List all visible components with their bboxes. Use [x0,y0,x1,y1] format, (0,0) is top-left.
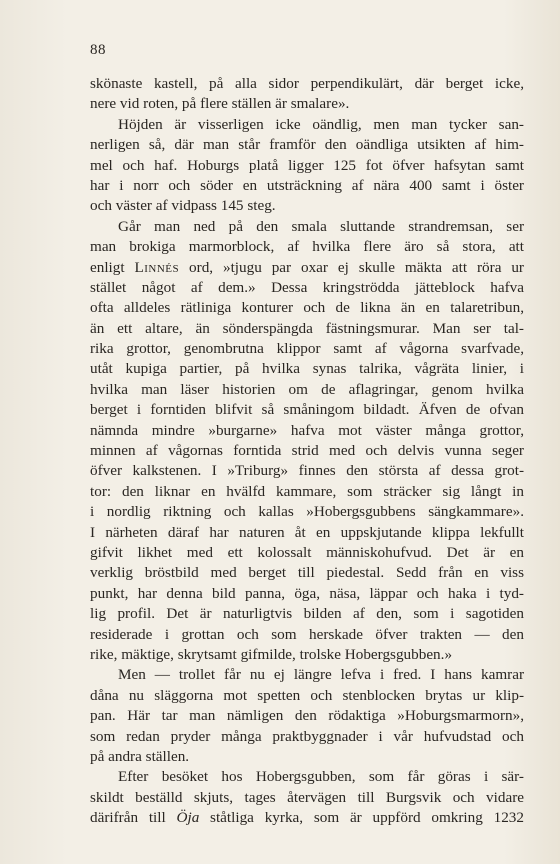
text-line: I närheten däraf har naturen åt en uppskjutande klippa lekfullt [90,523,524,541]
text-line: ofta alldeles rätliniga konturer och de likna än en talaretribun, [90,299,524,317]
text-line: tor: den liknar en hvälfd kammare, som sträcker sig långt in [90,482,524,500]
text-line: man brokiga marmorblock, af hvilka flere äro så stora, att [90,238,524,256]
text-line-segment: ståtliga kyrka, som är uppförd omkring 1232 [199,809,524,827]
text-line: lig profil. Det är naturligtvis bilden af den, som i sagotiden [90,605,524,623]
text-line: Höjden är visserligen icke oändlig, men man tycker san- [118,115,524,133]
text-line-segment: enligt [90,258,135,276]
text-line: i nordlig riktning och kallas »Hobergsgubbens sängkammare». [90,503,524,521]
text-line-segment: därifrån till [90,809,177,827]
text-line: och väster af vidpass 145 steg. [90,197,276,215]
text-line: berget i forntiden blifvit så småningom bildadt. Äfven de ofvan [90,401,524,419]
text-line: mel och haf. Hoburgs platå ligger 125 fot öfver hafsytan samt [90,156,524,174]
text-line: nere vid roten, på flere ställen är smalare». [90,95,350,113]
text-line: verklig bröstbild med berget till piedestal. Sedd från en viss [90,564,524,582]
text-line: Efter besöket hos Hobergsgubben, som får göras i sär- [118,768,524,786]
text-line: rike, mäktige, skrytsamt gifmilde, trolske Hobergsgubben.» [90,645,453,663]
text-line: punkt, har denna bild panna, öga, näsa, läppar och haka i tyd- [90,584,524,602]
text-line: residerade i grottan och som herskade öfver trakten — den [90,625,524,643]
text-line: utåt kupiga partier, på hvilka synas talrika, vågräta linier, i [90,360,524,378]
text-line: stället något af dem.» Dessa kringströdda jätteblock hafva [90,278,524,296]
text-line: nerligen så, där man står framför den oändliga utsikten af him- [90,136,524,154]
text-line [90,808,524,828]
text-line: minnen af vågornas forntida strid med och delvis vunna seger [90,442,524,460]
text-line [90,258,524,278]
text-line-segment: ord, »tjugu par oxar ej skulle mäkta att röra ur [179,258,524,276]
text-line: gifvit likhet med ett kolossalt människohufvud. Det är en [90,543,524,561]
italic-place-name: Öja [176,809,200,827]
text-line: pan. Här tar man nämligen den rödaktiga »Hoburgsmarmorn», [90,707,524,725]
text-line: som redan pryder många praktbyggnader i vår hufvudstad och [90,727,524,745]
text-line: nämnda mindre »burgarne» hafva mot väster många grottor, [90,421,524,439]
text-line: än ett altare, än sönderspängda fästningsmurar. Man ser tal- [90,319,524,337]
text-line: rika grottor, genombrutna klippor samt af vågorna svarfvade, [90,340,524,358]
text-line: har i norr och söder en utsträckning af nära 400 samt i öster [90,176,524,194]
small-caps-name: Linnés [134,258,180,276]
text-line: på andra ställen. [90,747,190,765]
text-line: skildt beställd skjuts, tages återvägen till Burgsvik och vidare [90,788,524,806]
body-text [90,74,524,828]
text-line: dåna nu släggorna mot spetten och stenblocken brytas ur klip- [90,686,524,704]
page-number: 88 [90,42,106,58]
text-line: öfver kalkstenen. I »Triburg» finnes den största af dessa grot- [90,462,524,480]
text-line: Går man ned på den smala sluttande strandremsan, ser [118,217,524,235]
text-line: skönaste kastell, på alla sidor perpendikulärt, där berget icke, [90,75,524,92]
text-line: Men — trollet får nu ej längre lefva i fred. I hans kamrar [118,666,524,684]
text-line: hvilka man läser historien om de aflagringar, genom hvilka [90,380,524,398]
